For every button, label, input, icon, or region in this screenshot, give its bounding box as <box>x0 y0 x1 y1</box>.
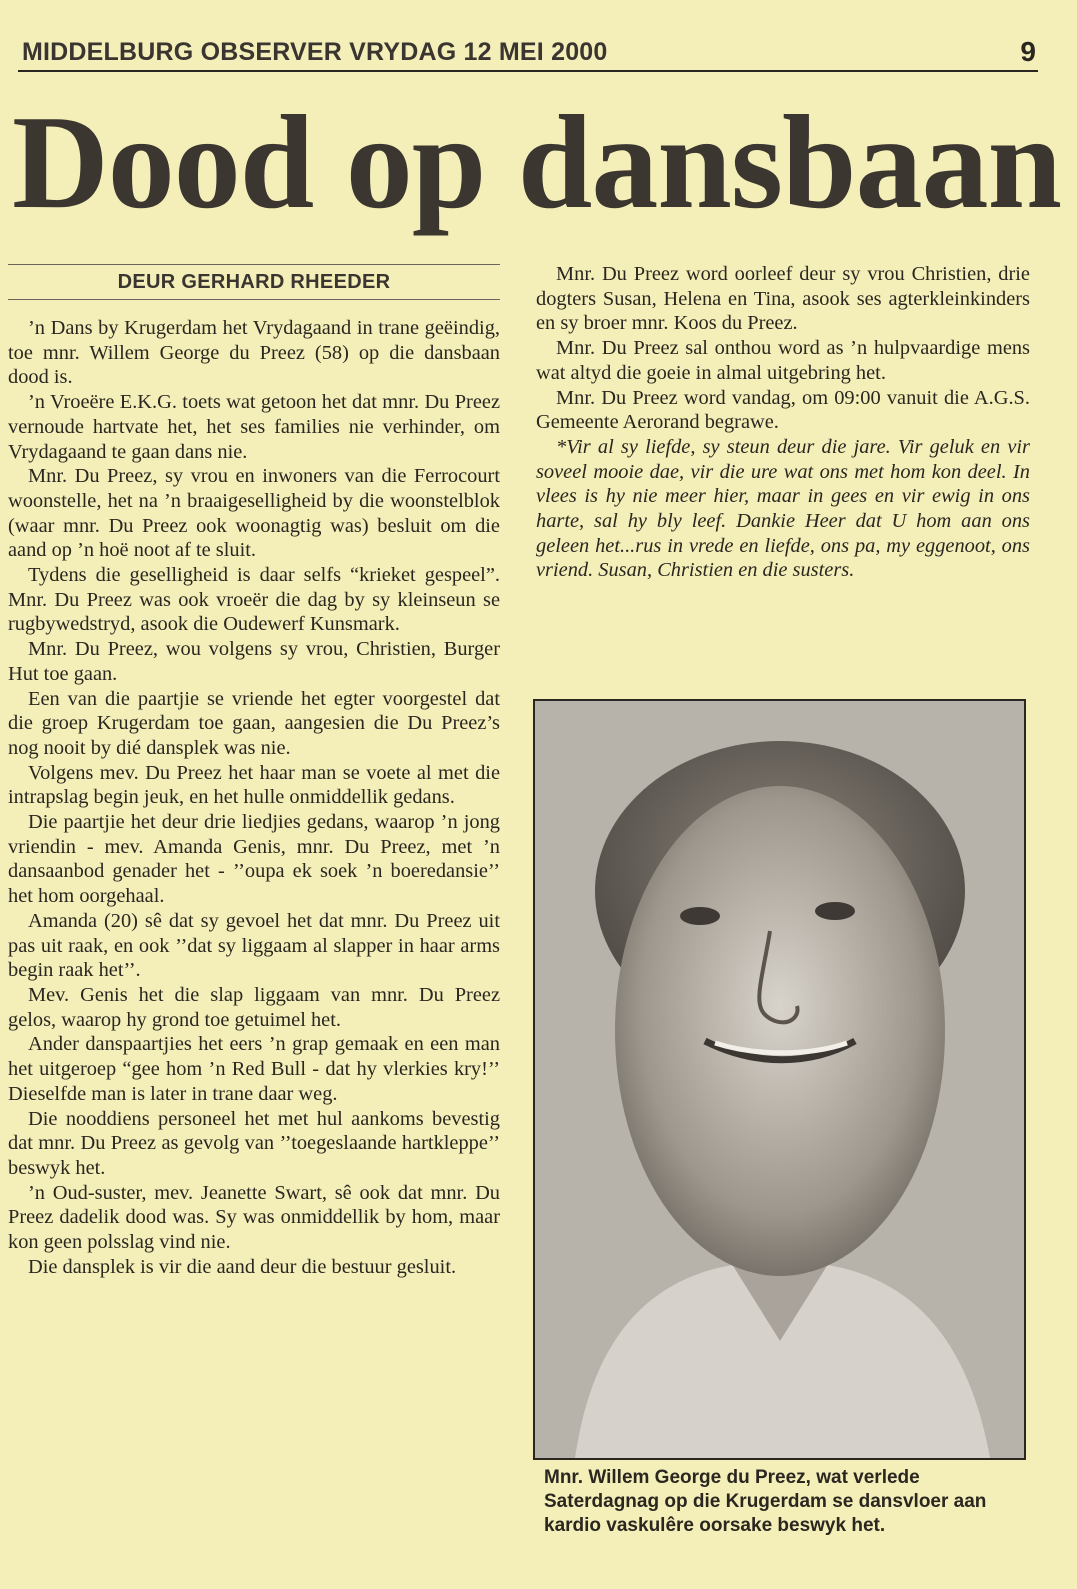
article-column-1 <box>8 316 500 1279</box>
photo-caption: Mnr. Willem George du Preez, wat verlede Saterdagnag op die Krugerdam se dansvloer aan kardio vaskulêre oorsake beswyk het. <box>544 1467 987 1536</box>
tribute-block <box>536 435 1030 583</box>
masthead <box>18 36 1038 72</box>
paragraph: Mnr. Du Preez, wou volgens sy vrou, Christien, Burger Hut toe gaan. <box>8 638 500 685</box>
masthead-title: MIDDELBURG OBSERVER VRYDAG 12 MEI 2000 <box>22 38 608 66</box>
paragraph: Die dansplek is vir die aand deur die bestuur gesluit. <box>28 1255 457 1278</box>
byline: DEUR GERHARD RHEEDER <box>8 264 500 300</box>
paragraph: ’n Oud-suster, mev. Jeanette Swart, sê ook dat mnr. Du Preez dadelik dood was. Sy was onmiddellik by hom, maar kon geen polsslag vind nie. <box>8 1181 500 1254</box>
paragraph: Tydens die geselligheid is daar selfs “krieket gespeel”. Mnr. Du Preez was ook vroeër die dag by sy kleinseun se rugbywedstryd, asook die Oudewerf Kunsmark. <box>8 564 500 636</box>
paragraph: Mnr. Du Preez word vandag, om 09:00 vanuit die A.G.S. Gemeente Aerorand begrawe. <box>536 386 1030 434</box>
paragraph: Die paartjie het deur drie liedjies gedans, waarop ’n jong vriendin - mev. Amanda Genis, mnr. Du Preez, met ’n dansaanbod genader het - ’’oupa ek soek ’n boeredansie’’ het hom oorgehaal. <box>8 811 500 908</box>
paragraph: Mnr. Du Preez sal onthou word as ’n hulpvaardige mens wat altyd die goeie in almal uitgebring het. <box>536 337 1030 384</box>
paragraph: Volgens mev. Du Preez het haar man se voete al met die intrapslag begin jeuk, en het hulle onmiddellik gedans. <box>8 761 500 809</box>
headline: Dood op dansbaan <box>12 88 1062 236</box>
paragraph: ’n Dans by Krugerdam het Vrydagaand in trane geëindig, toe mnr. Willem George du Preez (58) op die dansbaan dood is. <box>8 317 500 389</box>
portrait-photo <box>533 699 1026 1460</box>
paragraph: Een van die paartjie se vriende het egter voorgestel dat die groep Krugerdam toe gaan, aangesien die Du Preez’s nog nooit by dié dansplek was nie. <box>8 687 500 759</box>
paragraph: Amanda (20) sê dat sy gevoel het dat mnr. Du Preez uit pas uit raak, en ook ’’dat sy liggaam al slapper in haar arms begin raak het’’. <box>8 909 500 982</box>
tribute-text: *Vir al sy liefde, sy steun deur die jare. Vir geluk en vir soveel mooie dae, vir die ure wat ons met hom kon deel. In vlees is hy nie meer hier, maar in gees en vir ewig in ons harte, sal hy bly leef. Dankie Heer dat U hom aan ons geleen het...rus in vrede en liefde, ons pa, my eggenoot, ons vriend. Susan, Christien en die susters. <box>536 435 1030 582</box>
page-number: 9 <box>1020 36 1036 67</box>
paragraph: Mnr. Du Preez word oorleef deur sy vrou Christien, drie dogters Susan, Helena en Tina, asook ses agterkleinkinders en sy broer mnr. Koos du Preez. <box>536 263 1030 335</box>
paragraph: Mev. Genis het die slap liggaam van mnr. Du Preez gelos, waarop hy grond toe getuimel het. <box>8 983 500 1031</box>
paragraph: Die nooddiens personeel het met hul aankoms bevestig dat mnr. Du Preez as gevolg van ’’toegeslaande hartkleppe’’ beswyk het. <box>8 1107 500 1179</box>
paragraph: Ander danspaartjies het eers ’n grap gemaak en een man het uitgeroep “gee hom ’n Red Bull - dat hy vlerkies kry!’’ Dieselfde man is later in trane daar weg. <box>8 1033 500 1105</box>
paragraph: Mnr. Du Preez, sy vrou en inwoners van die Ferrocourt woonstelle, het na ’n braaigeselligheid by die woonstelblok (waar mnr. Du Preez ook woonagtig was) besluit om die aand op ’n hoë noot af te sluit. <box>8 465 500 562</box>
portrait-illustration <box>535 701 1024 1458</box>
paragraph: ’n Vroeëre E.K.G. toets wat getoon het dat mnr. Du Preez vernoude hartvate het, het ses families nie verhinder, om Vrydagaand te gaan dans nie. <box>8 391 500 463</box>
article-column-2 <box>536 262 1030 583</box>
